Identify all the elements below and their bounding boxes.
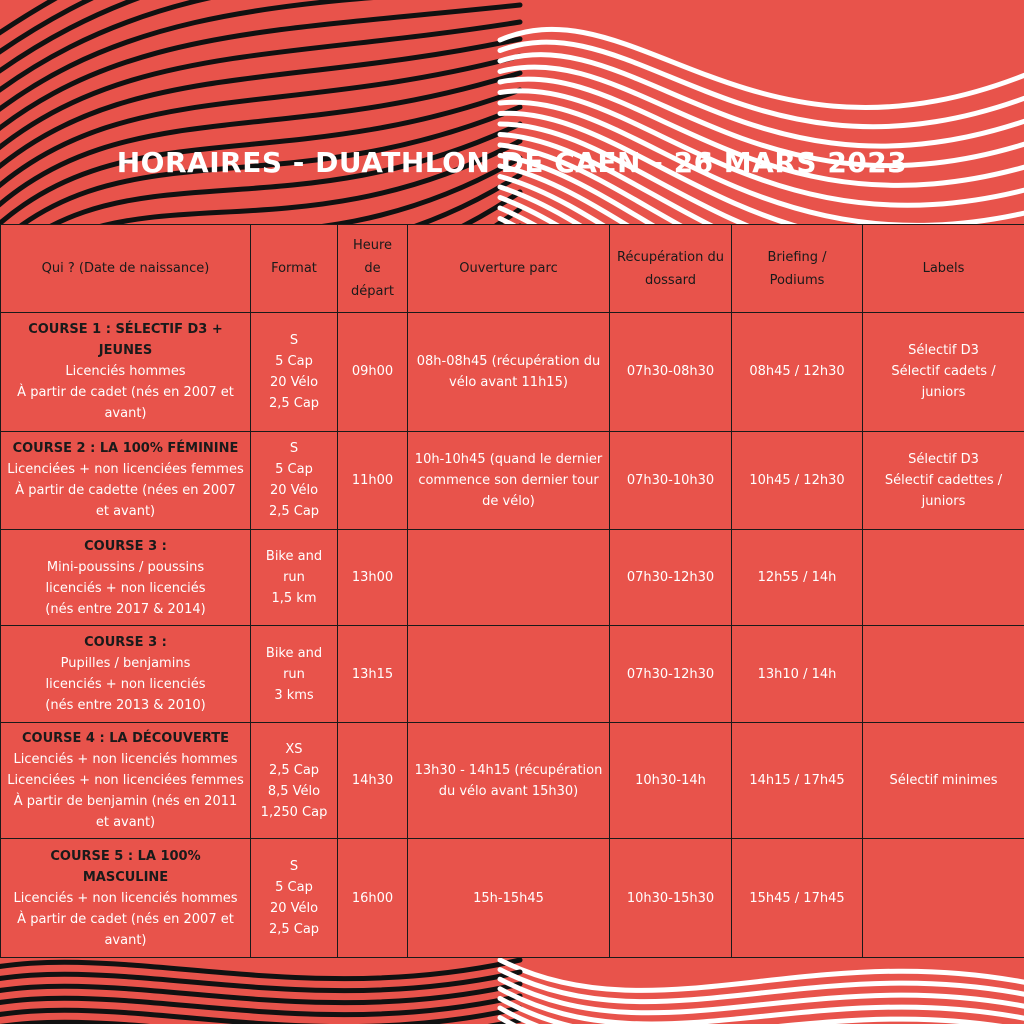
briefing-podium: 10h45 / 12h30: [732, 431, 863, 529]
dossard-pickup: 07h30-12h30: [610, 530, 732, 626]
who-line: Licenciées + non licenciées femmes: [7, 773, 244, 789]
labels-cell: [863, 626, 1024, 722]
who-line: À partir de cadet (nés en 2007 et avant): [17, 385, 234, 422]
who-line: Licenciés + non licenciés hommes: [13, 890, 238, 906]
briefing-podium: 08h45 / 12h30: [732, 313, 863, 432]
who-line: (nés entre 2017 & 2014): [45, 601, 206, 617]
who-line: Licenciés + non licenciés hommes: [13, 752, 238, 768]
stripe: [500, 29, 1024, 107]
format-line: 2,5 Cap: [268, 762, 320, 778]
dossard-pickup: 07h30-10h30: [610, 431, 732, 529]
parc-opening: 15h-15h45: [408, 839, 610, 958]
label-line: Sélectif cadettes / juniors: [884, 472, 1003, 509]
page-title: HORAIRES - DUATHLON DE CAEN - 26 MARS 2023: [116, 146, 908, 179]
labels-cell: [863, 313, 1024, 432]
start-time: 16h00: [338, 839, 408, 958]
parc-opening: 13h30 - 14h15 (récupération du vélo avant 15h30): [408, 722, 610, 839]
table-row: [1, 722, 1024, 839]
who-line: À partir de cadet (nés en 2007 et avant): [17, 911, 234, 948]
who-cell: [1, 530, 251, 626]
table-row: [1, 431, 1024, 529]
format-line: 20 Vélo: [269, 374, 319, 390]
table-row: [1, 626, 1024, 722]
format-line: Bike and run: [265, 645, 323, 682]
schedule-table: [0, 224, 1024, 958]
format-cell: [251, 626, 338, 722]
format-line: 3 kms: [274, 687, 314, 703]
course-name: COURSE 4 : LA DÉCOUVERTE: [21, 731, 230, 747]
who-cell: [1, 313, 251, 432]
header-briefing: Briefing / Podiums: [732, 225, 863, 313]
table-row: [1, 530, 1024, 626]
who-line: Mini-poussins / poussins: [46, 559, 205, 575]
format-line: 2,5 Cap: [268, 504, 320, 520]
format-line: 2,5 Cap: [268, 395, 320, 411]
briefing-podium: 13h10 / 14h: [732, 626, 863, 722]
header-labels: Labels: [863, 225, 1024, 313]
labels-cell: [863, 839, 1024, 958]
format-cell: [251, 530, 338, 626]
format-line: 20 Vélo: [269, 901, 319, 917]
who-cell: [1, 626, 251, 722]
briefing-podium: 14h15 / 17h45: [732, 722, 863, 839]
header-who: Qui ? (Date de naissance): [1, 225, 251, 313]
who-line: À partir de benjamin (nés en 2011 et avant): [13, 794, 238, 831]
course-name: COURSE 5 : LA 100% MASCULINE: [50, 848, 201, 885]
format-line: 5 Cap: [275, 353, 313, 369]
table-row: [1, 313, 1024, 432]
dossard-pickup: 07h30-12h30: [610, 626, 732, 722]
who-line: licenciés + non licenciés: [45, 677, 206, 693]
start-time: 13h15: [338, 626, 408, 722]
dossard-pickup: 10h30-14h: [610, 722, 732, 839]
who-line: (nés entre 2013 & 2010): [45, 698, 206, 714]
format-line: Bike and run: [265, 549, 323, 586]
format-line: 5 Cap: [275, 462, 313, 478]
who-line: Licenciées + non licenciées femmes: [7, 462, 244, 478]
who-cell: [1, 722, 251, 839]
who-line: Licenciés hommes: [65, 364, 186, 380]
course-name: COURSE 3 :: [84, 635, 167, 651]
label-line: Sélectif minimes: [889, 773, 998, 789]
briefing-podium: 12h55 / 14h: [732, 530, 863, 626]
parc-opening: 10h-10h45 (quand le dernier commence son dernier tour de vélo): [408, 431, 610, 529]
format-line: S: [289, 441, 299, 457]
labels-cell: [863, 431, 1024, 529]
format-line: 1,5 km: [271, 591, 317, 607]
dossard-pickup: 10h30-15h30: [610, 839, 732, 958]
header-parc: Ouverture parc: [408, 225, 610, 313]
start-time: 13h00: [338, 530, 408, 626]
parc-opening: [408, 530, 610, 626]
course-name: COURSE 2 : LA 100% FÉMININE: [12, 441, 239, 457]
header-format: Format: [251, 225, 338, 313]
label-line: Sélectif D3: [908, 343, 979, 359]
briefing-podium: 15h45 / 17h45: [732, 839, 863, 958]
format-cell: [251, 313, 338, 432]
start-time: 14h30: [338, 722, 408, 839]
header-dossard: Récupération du dossard: [610, 225, 732, 313]
who-line: À partir de cadette (nées en 2007 et avant): [15, 483, 236, 520]
format-line: 1,250 Cap: [260, 804, 328, 820]
labels-cell: [863, 530, 1024, 626]
header-start: Heure de départ: [338, 225, 408, 313]
format-line: 2,5 Cap: [268, 922, 320, 938]
who-line: Pupilles / benjamins: [60, 656, 191, 672]
who-cell: [1, 431, 251, 529]
who-cell: [1, 839, 251, 958]
course-name: COURSE 1 : SÉLECTIF D3 + JEUNES: [28, 322, 223, 359]
start-time: 09h00: [338, 313, 408, 432]
course-name: COURSE 3 :: [84, 538, 167, 554]
format-line: S: [289, 859, 299, 875]
format-cell: [251, 839, 338, 958]
start-time: 11h00: [338, 431, 408, 529]
format-line: XS: [285, 741, 303, 757]
table-row: [1, 839, 1024, 958]
label-line: Sélectif D3: [908, 451, 979, 467]
parc-opening: [408, 626, 610, 722]
format-line: 8,5 Vélo: [267, 783, 321, 799]
labels-cell: [863, 722, 1024, 839]
dossard-pickup: 07h30-08h30: [610, 313, 732, 432]
format-line: S: [289, 332, 299, 348]
who-line: licenciés + non licenciés: [45, 580, 206, 596]
format-cell: [251, 722, 338, 839]
label-line: Sélectif cadets / juniors: [891, 364, 996, 401]
format-cell: [251, 431, 338, 529]
table-header-row: [1, 225, 1024, 313]
format-line: 5 Cap: [275, 880, 313, 896]
parc-opening: 08h-08h45 (récupération du vélo avant 11h15): [408, 313, 610, 432]
format-line: 20 Vélo: [269, 483, 319, 499]
